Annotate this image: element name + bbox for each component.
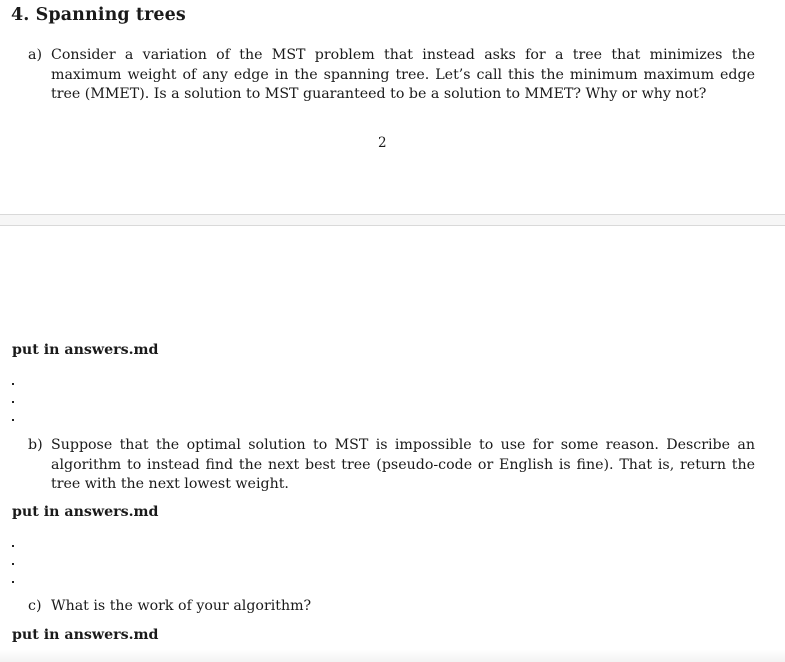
page-number: 2 bbox=[378, 135, 387, 151]
bullet-dot bbox=[12, 563, 14, 565]
question-c-label: c) bbox=[28, 598, 42, 614]
bullet-dot bbox=[12, 401, 14, 403]
question-b-text: Suppose that the optimal solution to MST is impossible to use for some reason. Describe an algorithm to instead find the next best tree (pseudo-code or English is fine). That is, return the tree with the next lowest weight. bbox=[51, 437, 755, 492]
question-c-text: What is the work of your algorithm? bbox=[51, 598, 312, 614]
bullet-dot bbox=[12, 545, 14, 547]
page-break bbox=[0, 214, 785, 226]
bullet-dot bbox=[12, 581, 14, 583]
answer-note-a: put in answers.md bbox=[12, 342, 159, 358]
question-a-text: Consider a variation of the MST problem that instead asks for a tree that minimizes the maximum weight of any edge in the spanning tree. Let’s call this the minimum maximum edge tree (MMET). Is a solution to MST guaranteed to be a solution to MMET? Why or why not? bbox=[51, 47, 755, 102]
answer-note-c: put in answers.md bbox=[12, 627, 159, 643]
section-title: 4. Spanning trees bbox=[11, 5, 186, 25]
bottom-edge bbox=[0, 650, 785, 662]
question-a-label: a) bbox=[28, 47, 42, 63]
bullet-dot bbox=[12, 383, 14, 385]
answer-note-b: put in answers.md bbox=[12, 504, 159, 520]
question-b-label: b) bbox=[28, 437, 43, 453]
bullet-dot bbox=[12, 419, 14, 421]
